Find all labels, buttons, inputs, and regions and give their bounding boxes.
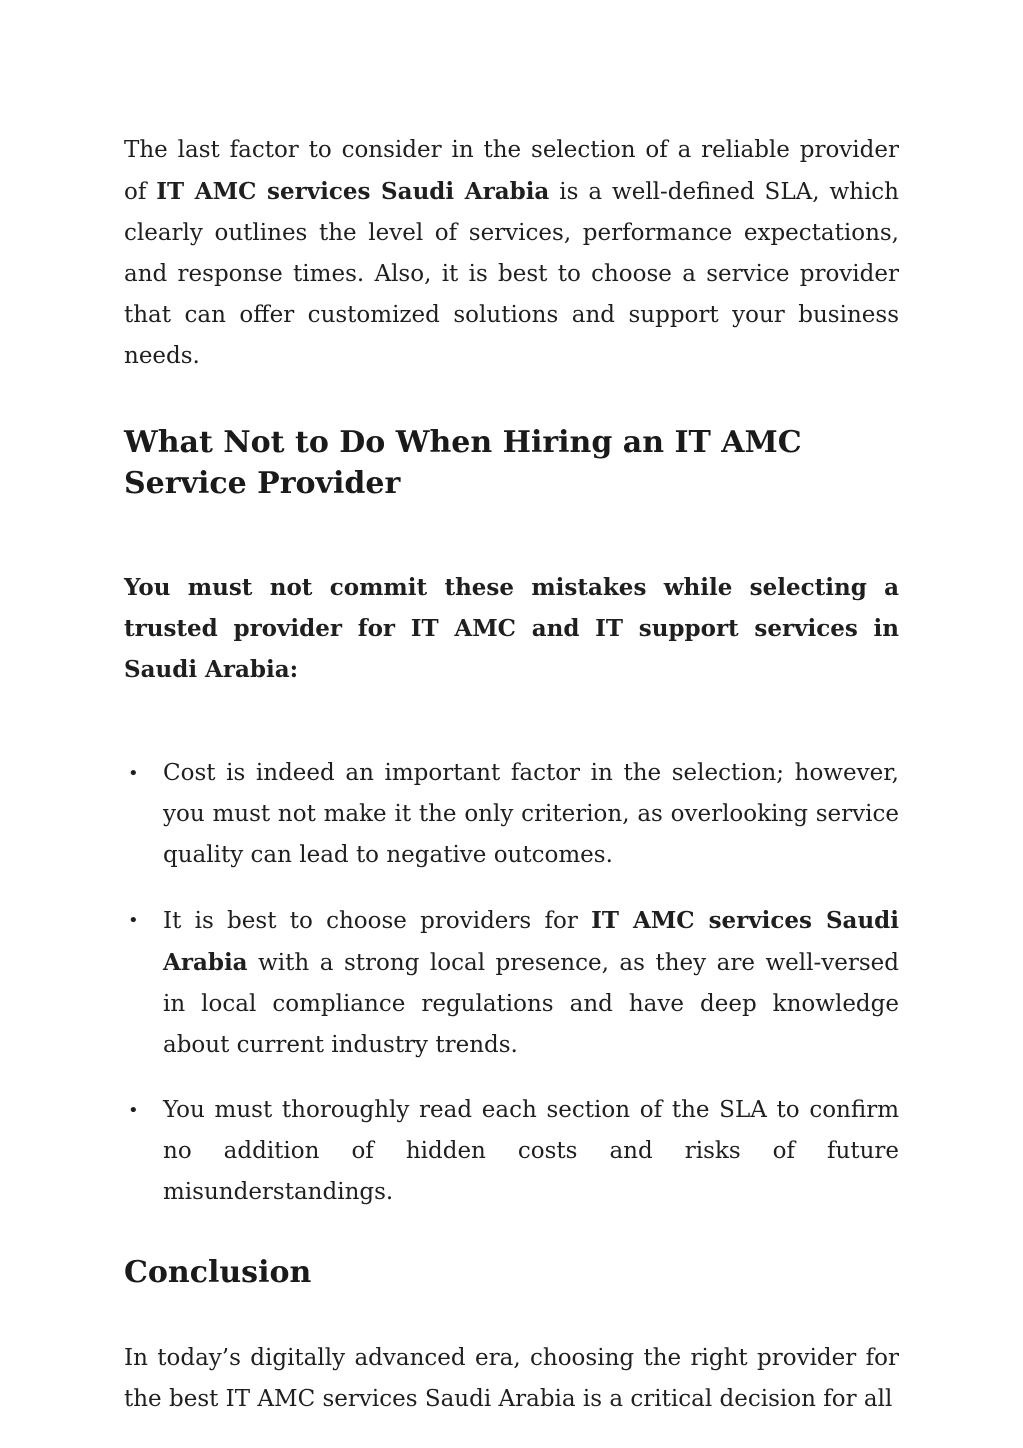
bullet-icon: • xyxy=(128,763,139,784)
intro-text-2: is a well-defined SLA, which clearly outlines the level of services, performance expectations, and response times. Also, it is best to choose a service provider that can offer customized solutions and support your business needs. xyxy=(124,179,899,369)
list-item-text: Cost is indeed an important factor in the selection; however, you must not make it the only criterion, as overlooking service quality can lead to negative outcomes. xyxy=(163,760,899,868)
intro-keyword-bold: IT AMC services Saudi Arabia xyxy=(156,178,550,205)
list-item xyxy=(124,900,899,1066)
list-item xyxy=(124,1090,899,1213)
list-item-text: You must thoroughly read each section of the SLA to confirm no addition of hidden costs and risks of future misunderstandings. xyxy=(163,1097,899,1205)
list-item-text-post: with a strong local presence, as they are well-versed in local compliance regulations and have deep knowledge about current industry trends. xyxy=(163,950,899,1058)
bullet-icon: • xyxy=(128,1100,139,1121)
document-page xyxy=(124,130,899,1420)
heading-conclusion: Conclusion xyxy=(124,1255,312,1290)
list-item-keyword-bold: IT AMC services Saudi Arabia xyxy=(163,907,899,976)
bullet-icon: • xyxy=(128,910,139,931)
mistakes-lead-paragraph: You must not commit these mistakes while selecting a trusted provider for IT AMC and IT support services in Saudi Arabia: xyxy=(124,574,899,683)
intro-paragraph xyxy=(124,130,899,377)
list-item-text-pre: It is best to choose providers for xyxy=(163,908,592,934)
conclusion-paragraph: In today’s digitally advanced era, choosing the right provider for the best IT AMC services Saudi Arabia is a critical decision for all xyxy=(124,1345,899,1412)
heading-what-not-to-do: What Not to Do When Hiring an IT AMC Service Provider xyxy=(124,425,802,501)
intro-text-1: The last factor to consider in the selection of a reliable provider of xyxy=(124,137,899,205)
list-item xyxy=(124,753,899,876)
mistakes-list xyxy=(124,753,899,1213)
